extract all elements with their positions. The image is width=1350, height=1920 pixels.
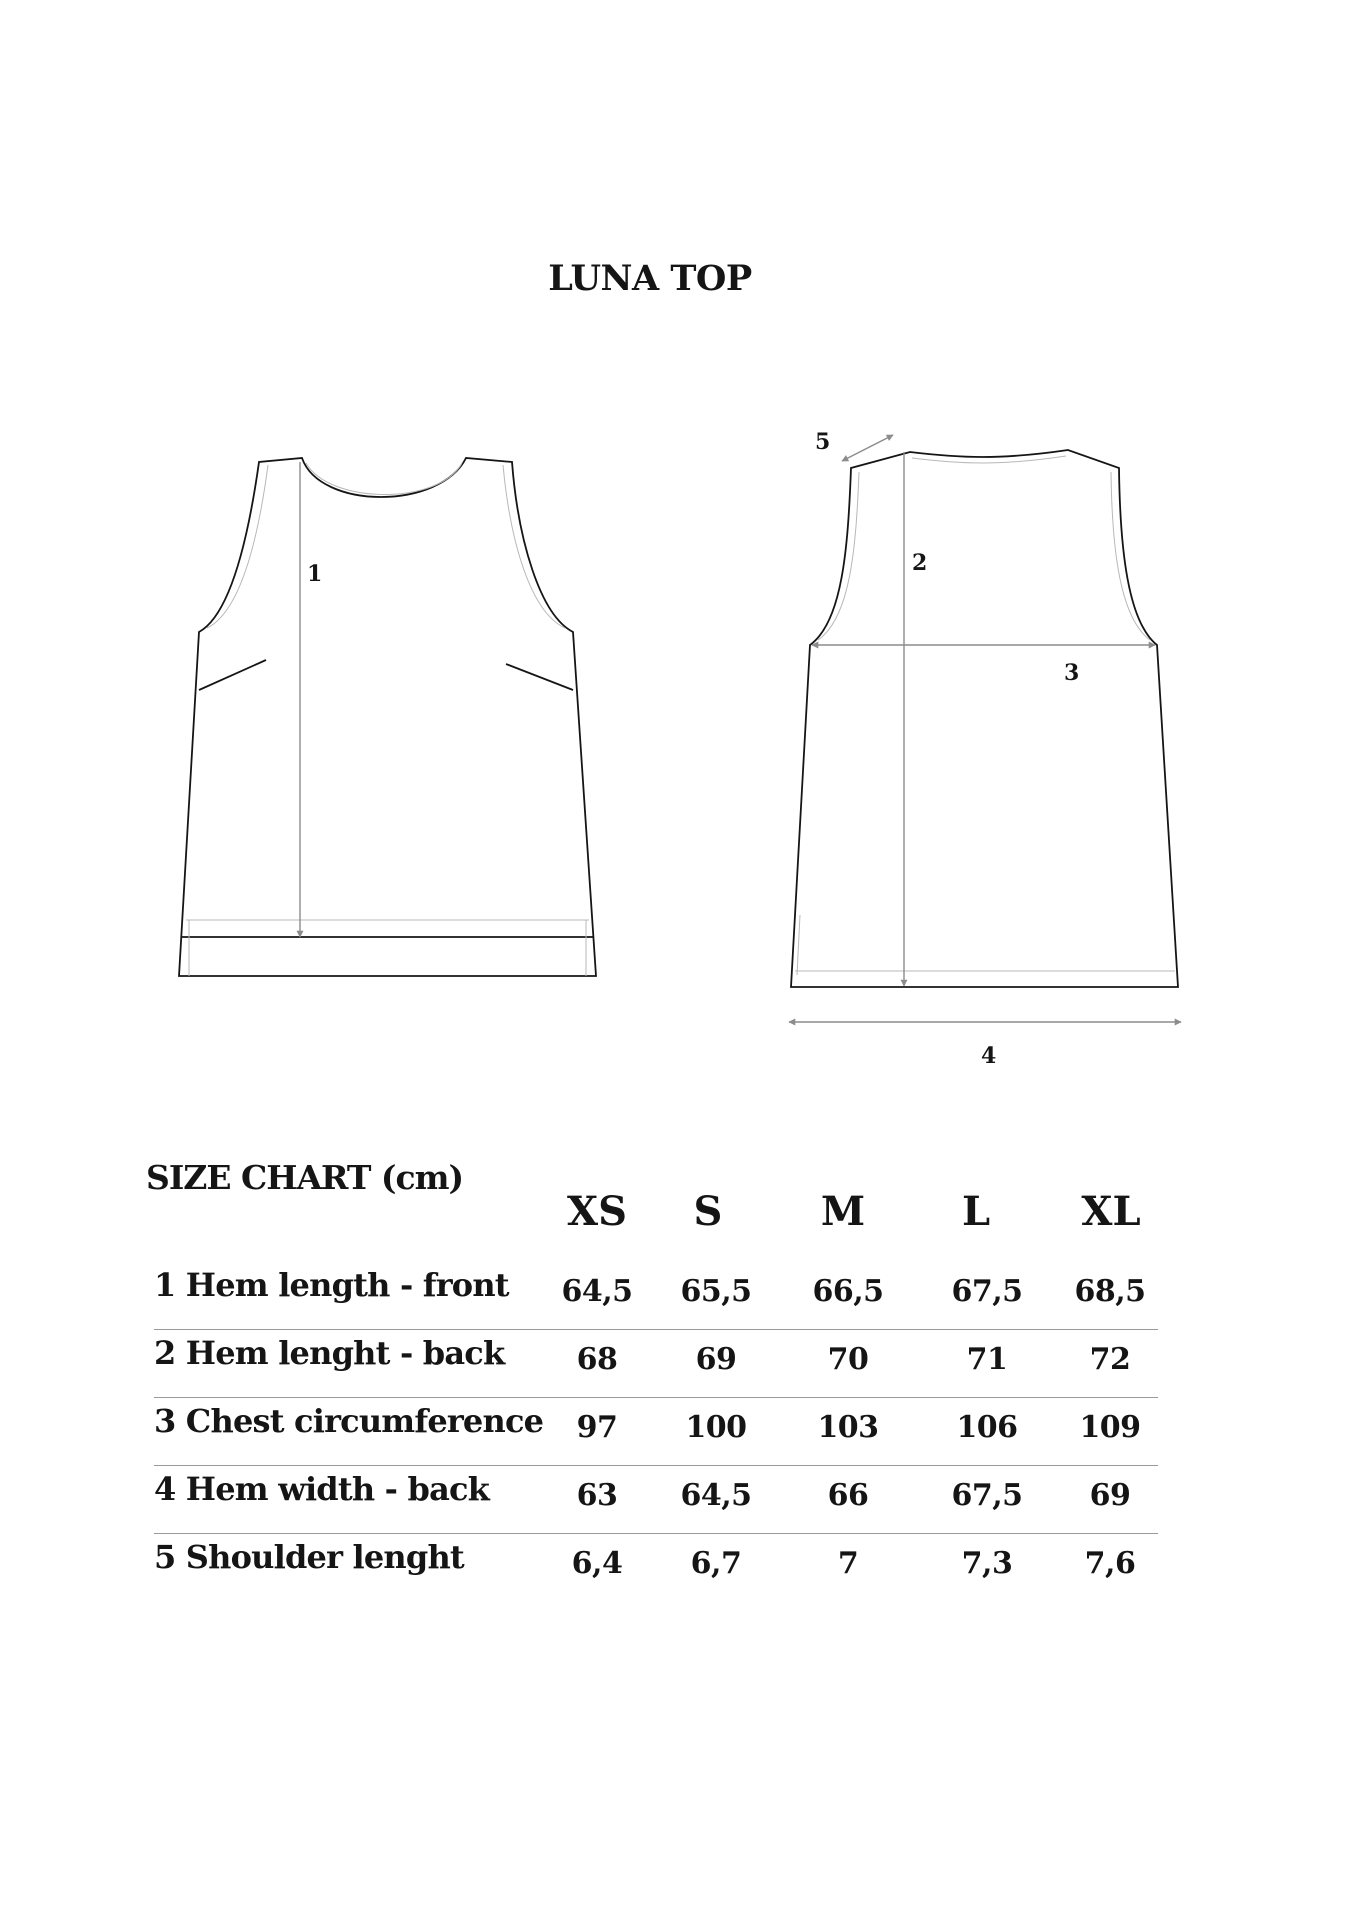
table-cell: 64,5 [561,1274,633,1309]
size-header-xs: XS [567,1188,627,1235]
table-cell: 6,7 [690,1546,742,1581]
table-cell: 69 [1089,1478,1131,1513]
row-label: 2 Hem lenght - back [154,1334,505,1372]
table-row [154,1398,1158,1466]
row-label: 5 Shoulder lenght [154,1538,464,1576]
table-cell: 67,5 [951,1478,1023,1513]
size-chart-heading: SIZE CHART (cm) [146,1158,464,1197]
dim-label-3: 3 [1064,660,1080,686]
shoulder-measure-line [842,435,893,461]
table-cell: 66 [827,1478,869,1513]
table-cell: 71 [966,1342,1008,1377]
table-cell: 106 [956,1410,1018,1445]
table-cell: 97 [576,1410,618,1445]
table-cell: 68 [576,1342,618,1377]
table-cell: 103 [817,1410,879,1445]
table-row [154,1262,1158,1330]
table-cell: 69 [695,1342,737,1377]
table-cell: 7,3 [961,1546,1013,1581]
table-cell: 64,5 [680,1478,752,1513]
table-cell: 100 [685,1410,747,1445]
row-label: 4 Hem width - back [154,1470,490,1508]
table-cell: 67,5 [951,1274,1023,1309]
table-cell: 72 [1089,1342,1131,1377]
row-label: 1 Hem length - front [154,1266,509,1304]
table-cell: 7,6 [1084,1546,1136,1581]
table-cell: 65,5 [680,1274,752,1309]
table-row [154,1330,1158,1398]
table-row [154,1534,1158,1602]
table-cell: 109 [1079,1410,1141,1445]
size-header-m: M [820,1188,866,1235]
dim-label-2: 2 [912,550,928,576]
table-cell: 63 [576,1478,618,1513]
dim-label-5: 5 [815,429,831,455]
table-cell: 6,4 [571,1546,623,1581]
table-cell: 7 [837,1546,859,1581]
dim-label-4: 4 [981,1043,997,1069]
size-header-xl: XL [1081,1188,1141,1235]
size-header-s: S [693,1188,723,1235]
row-label: 3 Chest circumference [154,1402,544,1440]
table-cell: 70 [827,1342,869,1377]
table-row [154,1466,1158,1534]
size-header-l: L [961,1188,991,1235]
back-view-sketch [791,450,1178,987]
page-title: LUNA TOP [548,258,752,299]
dim-label-1: 1 [307,561,323,587]
front-view-sketch [179,458,596,976]
table-cell: 68,5 [1074,1274,1146,1309]
table-cell: 66,5 [812,1274,884,1309]
